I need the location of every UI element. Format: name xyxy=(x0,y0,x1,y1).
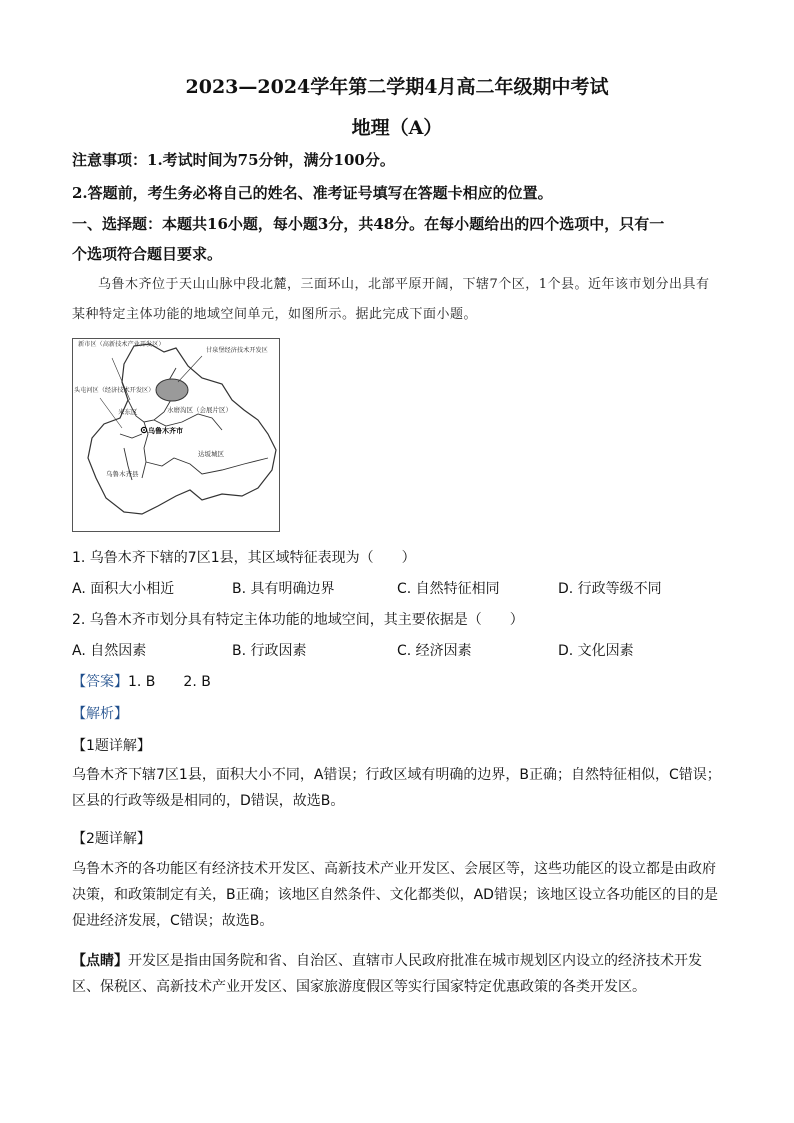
svg-text:新市区（高新技术产业开发区） xyxy=(78,340,165,348)
q2-option-b: B. 行政因素 xyxy=(232,643,307,659)
q2-detail-tag: 【2题详解】 xyxy=(72,831,151,847)
point-text: 开发区是指由国务院和省、自治区、直辖市人民政府批准在城市规划区内设立的经济技术开发区、保税区、高新技术产业开发区、国家旅游度假区等实行国家特定优惠政策的各类开发区。 xyxy=(72,953,702,995)
point-block xyxy=(72,948,722,1000)
q1-option-a: A. 面积大小相近 xyxy=(72,581,175,597)
q2-option-a: A. 自然因素 xyxy=(72,643,147,659)
point-tag: 【点睛】 xyxy=(72,953,128,969)
svg-text:头屯河区（经济技术开发区） xyxy=(74,386,154,394)
answer-tag: 【答案】 xyxy=(72,674,128,690)
label-xinshi: 新市区（高新技术产业开发区） xyxy=(78,341,165,348)
section-heading-line-1: 一、选择题：本题共16小题，每小题3分，共48分。在每小题给出的四个选项中，只有一 xyxy=(72,215,665,233)
subject-title: 地理（A） xyxy=(351,117,443,139)
label-county: 乌鲁木齐县 xyxy=(106,470,139,478)
svg-text:甘泉堡经济技术开发区 xyxy=(206,346,268,354)
q2-option-c: C. 经济因素 xyxy=(397,643,472,659)
answer-line xyxy=(72,671,211,691)
q1-option-b: B. 具有明确边界 xyxy=(232,581,335,597)
q2-option-d: D. 文化因素 xyxy=(558,643,634,659)
q1-option-c: C. 自然特征相同 xyxy=(397,581,500,597)
city-marker-dot xyxy=(143,429,145,431)
map-frame xyxy=(73,339,280,532)
notice-line-2: 2.答题前，考生务必将自己的姓名、准考证号填写在答题卡相应的位置。 xyxy=(72,184,553,202)
label-city: 乌鲁木齐市 xyxy=(148,427,183,435)
question-2-stem: 2. 乌鲁木齐市划分具有特定主体功能的地域空间，其主要依据是（ ） xyxy=(72,612,524,628)
question-1-stem: 1. 乌鲁木齐下辖的7区1县，其区域特征表现为（ ） xyxy=(72,550,416,566)
section-heading-line-2: 个选项符合题目要求。 xyxy=(72,245,223,263)
q1-detail-tag: 【1题详解】 xyxy=(72,738,151,754)
ganquanbao-zone-shape xyxy=(156,379,188,401)
q1-detail-text: 乌鲁木齐下辖7区1县，面积大小不同，A错误；行政区域有明确的边界，B正确；自然特征相似，C错误；区县的行政等级是相同的，D错误，故选B。 xyxy=(72,767,721,809)
reading-passage: 乌鲁木齐位于天山山脉中段北麓，三面环山，北部平原开阔，下辖7个区，1个县。近年该市划分出具有某种特定主体功能的地域空间单元，如图所示。据此完成下面小题。 xyxy=(72,277,710,322)
exam-title: 2023—2024学年第二学期4月高二年级期中考试 xyxy=(185,76,609,98)
q1-option-d: D. 行政等级不同 xyxy=(558,581,662,597)
q2-detail-text: 乌鲁木齐的各功能区有经济技术开发区、高新技术产业开发区、会展区等，这些功能区的设立都是由政府决策，和政策制定有关，B正确；该地区自然条件、文化都类似，AD错误；该地区设立各功能区的目的是促进经济发展，C错误；故选B。 xyxy=(72,861,718,929)
label-midong: 米东区 xyxy=(118,408,138,416)
answer-value: 1. B 2. B xyxy=(128,674,211,690)
analysis-tag: 【解析】 xyxy=(72,706,128,722)
label-shuimogou: 水磨沟区（会展片区） xyxy=(167,406,232,414)
label-toutunhe: 头屯河区（经济技术开发区） xyxy=(74,387,155,394)
notice-line-1: 注意事项：1.考试时间为75分钟，满分100分。 xyxy=(72,151,395,169)
urumqi-district-map xyxy=(72,338,280,532)
label-ganquanbao: 甘泉堡经济技术开发区 xyxy=(206,347,268,354)
label-dabancheng: 达坂城区 xyxy=(198,450,224,458)
